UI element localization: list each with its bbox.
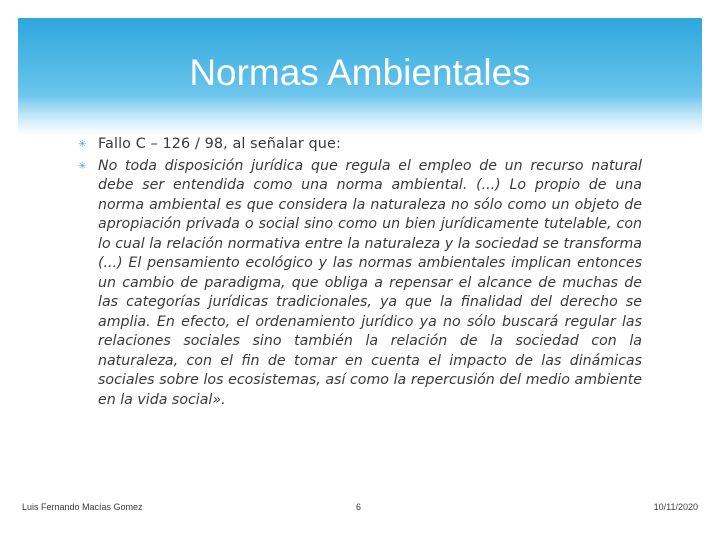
footer-page-number: 6	[356, 502, 362, 512]
footer-date: 10/11/2020	[653, 502, 698, 512]
bullet-item-intro	[78, 135, 642, 155]
bullet-item-quote	[78, 157, 642, 411]
bullet-asterisk-icon: ✳	[78, 160, 87, 172]
slide-body	[78, 135, 642, 410]
footer-author: Luis Fernando Macías Gomez	[22, 502, 143, 512]
slide-title: Normas Ambientales	[189, 52, 531, 93]
bullet-asterisk-icon: ✳	[78, 139, 87, 150]
quote-text: No toda disposición jurídica que regula el empleo de un recurso natural debe ser entendida como una norma ambiental. (...) Lo propio de una norma ambiental es que considera la naturaleza no sólo como un objeto de apropiación privada o social sino como un bien jurídicamente tutelable, con lo cual la relación normativa entre la naturaleza y la sociedad se transforma (...) El pensamiento ecológico y las normas ambientales implican entonces un cambio de paradigma, que obliga a repensar el alcance de muchas de las categorías jurídicas tradicionales, ya que la finalidad del derecho se amplia. En efecto, el ordenamiento jurídico ya no sólo buscará regular las relaciones sociales sino también la relación de la sociedad con la naturaleza, con el fin de tomar en cuenta el impacto de las dinámicas sociales sobre los ecosistemas, así como la repercusión del medio ambiente en la vida social».	[98, 157, 642, 408]
bullet-text: Fallo C – 126 / 98, al señalar que:	[98, 136, 341, 152]
